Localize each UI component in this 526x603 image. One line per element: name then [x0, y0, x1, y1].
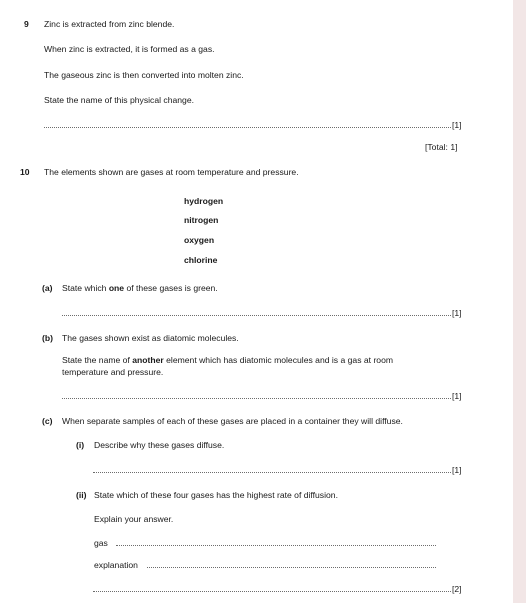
question-9-text: Zinc is extracted from zinc blende. [44, 19, 175, 29]
part-a-text: State which one of these gases is green. [62, 283, 218, 293]
part-ci-label: (i) [76, 440, 85, 450]
question-9-instruction: State the name of this physical change. [44, 95, 195, 105]
answer-line[interactable] [93, 591, 451, 592]
question-9-text: The gaseous zinc is then converted into molten zinc. [44, 70, 244, 80]
explanation-answer-label: explanation [94, 560, 138, 570]
marks-label: [1] [452, 391, 462, 401]
question-10-intro: The elements shown are gases at room temperature and pressure. [44, 167, 299, 177]
part-ci-text: Describe why these gases diffuse. [94, 440, 225, 450]
question-total: [Total: 1] [425, 142, 458, 152]
gas-item: chlorine [184, 255, 218, 265]
gas-item: oxygen [184, 235, 215, 245]
gas-answer-label: gas [94, 538, 108, 548]
part-cii-label: (ii) [76, 490, 87, 500]
marks-label: [1] [452, 120, 462, 130]
part-b-text: The gases shown exist as diatomic molecules. [62, 333, 239, 343]
answer-line[interactable] [93, 472, 451, 473]
part-c-label: (c) [42, 416, 53, 426]
part-b-instruction: State the name of another element which has diatomic molecules and is a gas at room [62, 355, 394, 365]
marks-label: [1] [452, 465, 462, 475]
question-10-number: 10 [20, 167, 30, 177]
part-a-label: (a) [42, 283, 53, 293]
marks-label: [2] [452, 584, 462, 594]
answer-line[interactable] [62, 398, 451, 399]
marks-label: [1] [452, 308, 462, 318]
gas-item: hydrogen [184, 196, 224, 206]
gas-item: nitrogen [184, 215, 219, 225]
explanation-answer-line[interactable] [147, 567, 436, 568]
part-cii-explain: Explain your answer. [94, 514, 174, 524]
question-9-number: 9 [24, 19, 29, 29]
page-margin-strip [513, 0, 526, 603]
part-b-instruction: temperature and pressure. [62, 367, 164, 377]
part-cii-text: State which of these four gases has the highest rate of diffusion. [94, 490, 338, 500]
part-b-label: (b) [42, 333, 53, 343]
answer-line[interactable] [62, 315, 451, 316]
answer-line[interactable] [44, 127, 451, 128]
part-c-intro: When separate samples of each of these gases are placed in a container they will diffuse. [62, 416, 403, 426]
gas-answer-line[interactable] [116, 545, 436, 546]
question-9-text: When zinc is extracted, it is formed as a gas. [44, 44, 215, 54]
